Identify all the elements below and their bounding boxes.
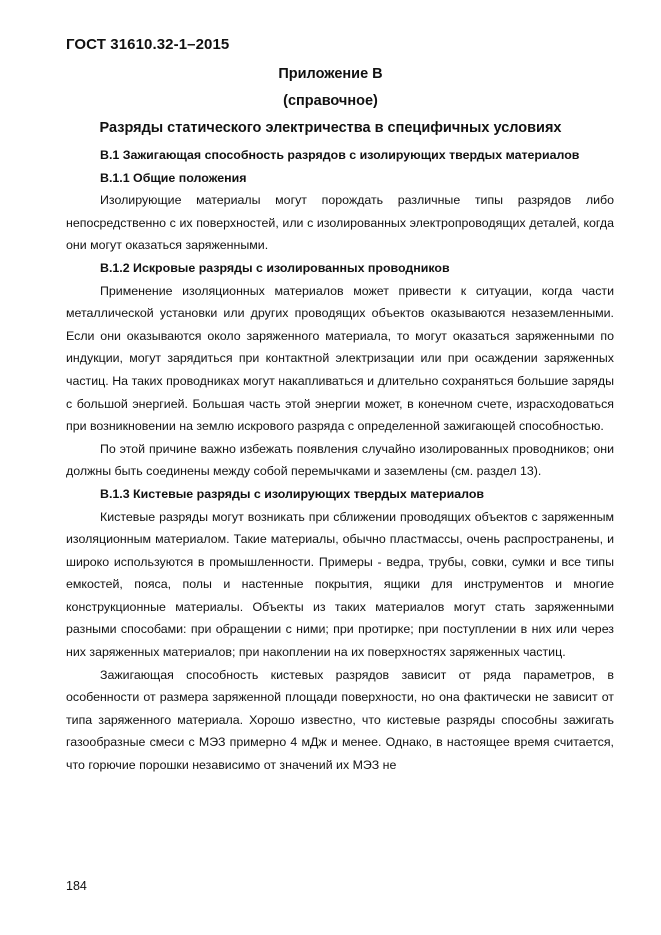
appendix-body: [66, 144, 614, 777]
paragraph-b11-1: Изолирующие материалы могут порождать различные типы разрядов либо непосредственно с их поверхностей, или с изолированных электропроводящих деталей, когда они могут оказаться заряженными.: [66, 193, 614, 253]
section-heading-b1: В.1 Зажигающая способность разрядов с изолирующих твердых материалов: [100, 148, 580, 162]
appendix-kind: (справочное): [283, 93, 378, 109]
section-heading-b12: В.1.2 Искровые разряды с изолированных проводников: [100, 260, 450, 275]
section-heading-b11: В.1.1 Общие положения: [100, 170, 247, 185]
paragraph-b13-2: Зажигающая способность кистевых разрядов зависит от ряда параметров, в особенности от размера заряженной площади поверхности, но она фактически не зависит от типа заряженного материала. Хорошо известно, что кистевые разряды способны зажигать газообразные смеси с МЭЗ примерно 4 мДж и менее. Однако, в настоящее время считается, что горючие порошки независимо от значений их МЭЗ не: [66, 667, 614, 773]
paragraph-b13-1: Кистевые разряды могут возникать при сближении проводящих объектов с заряженным изоляционным материалом. Такие материалы, обычно пластмассы, очень распространены, и широко используются в промышленности. Примеры - ведра, трубы, совки, сумки и все типы емкостей, пояса, полы и настенные покрытия, ящики для инструментов и многие конструкционные материалы. Объекты из таких материалов могут стать заряженными разными способами: при обращении с ними; при протирке; при поступлении в них или через них заряженных материалов; при накоплении на их поверхностях заряженных частиц.: [66, 509, 614, 660]
section-heading-b13: В.1.3 Кистевые разряды с изолирующих твердых материалов: [100, 486, 485, 501]
page-number: 184: [66, 879, 87, 893]
appendix-title: Приложение В: [278, 66, 383, 82]
appendix-heading: Разряды статического электричества в специфичных условиях: [99, 120, 562, 136]
paragraph-b12-2: По этой причине важно избежать появления случайно изолированных проводников; они должны быть соединены между собой перемычками и заземлены (см. раздел 13).: [66, 441, 614, 479]
document-code: ГОСТ 31610.32-1–2015: [66, 36, 230, 53]
paragraph-b12-1: Применение изоляционных материалов может привести к ситуации, когда части металлической установки или других проводящих объектов оказываются незаземленными. Если они оказываются около заряженного материала, то могут оказаться заряженными по индукции, могут зарядиться при контактной электризации или при осаждении заряженных частиц. На таких проводниках могут накапливаться и длительно сохраняться большие заряды с большой энергией. Большая часть этой энергии может, в конечном счете, израсходоваться при возникновении на землю искрового разряда с определенной зажигающей способностью.: [66, 283, 614, 434]
